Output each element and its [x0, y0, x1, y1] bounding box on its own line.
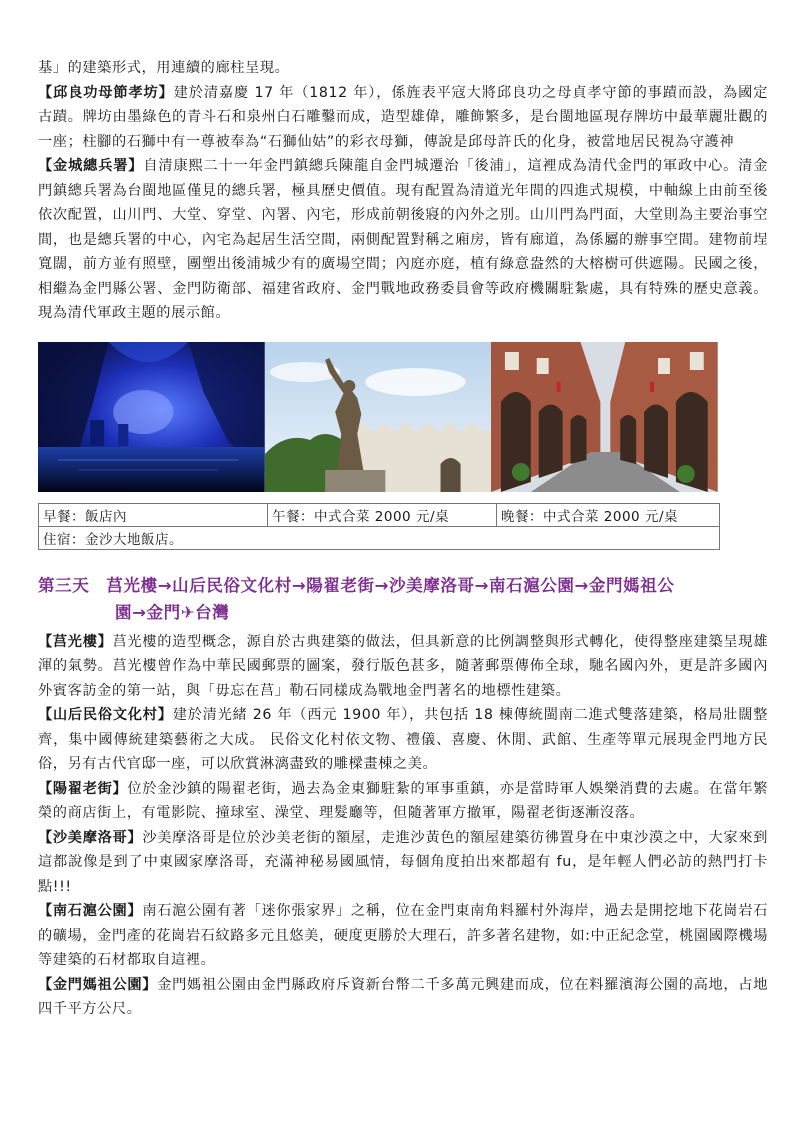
section-heading: 【沙美摩洛哥】: [38, 829, 143, 846]
dinner-cell: 晚餐：中式合菜 2000 元/桌: [497, 503, 720, 526]
photo-strip: [38, 342, 718, 492]
section-yangzhai-old-street: [38, 777, 768, 826]
section-juguang-tower: [38, 630, 768, 704]
section-kinmen-mazu-park: [38, 973, 768, 1022]
intro-continuation: 基」的建築形式，用連續的廊柱呈現。: [38, 60, 290, 76]
section-body: 沙美摩洛哥是位於沙美老街的額屋，走進沙黃色的額屋建築彷彿置身在中東沙漠之中，大家來到這都說像是到了中東國家摩洛哥，充滿神秘易國風情，每個角度拍出來都超有 fu，是年輕人們必訪的熱門打卡點!!!: [38, 829, 769, 895]
day-three-itinerary: [38, 630, 768, 1022]
section-body: 南石滬公園有著「迷你張家界」之稱，位在金門東南角料羅村外海岸，過去是開挖地下花崗岩石的礦場，金門產的花崗岩石紋路多元且悠美，硬度更勝於大理石，許多著名建物，如:中正紀念堂，桃園國際機場等建築的石材都取自這裡。: [38, 903, 769, 968]
day-three-title-line1: 第三天 莒光樓→山后民俗文化村→陽翟老街→沙美摩洛哥→南石滬公園→金門媽祖公: [38, 575, 675, 595]
day-three-title: [38, 572, 768, 626]
soldier-statue-photo: [265, 342, 492, 492]
meal-row: [39, 503, 720, 526]
section-heading: 【莒光樓】: [38, 633, 113, 650]
section-heading: 【南石滬公園】: [38, 903, 143, 919]
section-body: 位於金沙鎮的陽翟老街，過去為金東獅駐紮的軍事重鎮，亦是當時軍人娛樂消費的去處。在當年繁榮的商店街上，有電影院、撞球室、澡堂、理髮廳等，但隨著軍方撤軍，陽翟老街逐漸沒落。: [38, 780, 768, 821]
lodging-row: [39, 526, 720, 549]
section-shanhou-folk-village: [38, 703, 768, 777]
document-page: [38, 56, 768, 1022]
day-three-title-line2: 園→金門✈台灣: [115, 602, 230, 622]
old-street-arcade-photo: [491, 342, 718, 492]
section-heading: 【金門媽祖公園】: [38, 976, 158, 993]
section-qiu-liang-gong-arch: [38, 81, 768, 155]
section-shamei-morocco: [38, 826, 768, 900]
section-heading: 【山后民俗文化村】: [38, 707, 173, 723]
section-body: 建於清光緒 26 年（西元 1900 年），共包括 18 棟傳統閩南二進式雙落建築，格局壯闊整齊，集中國傳統建築藝術之大成。 民俗文化村依文物、禮儀、喜慶、休閒、武館、生產等單元展現金門地方民俗，另有古代官邸一座，可以欣賞淋漓盡致的雕樑畫棟之美。: [38, 707, 768, 772]
blue-tunnel-photo: [38, 342, 265, 492]
section-heading: 【陽翟老街】: [38, 780, 128, 797]
breakfast-cell: 早餐：飯店內: [39, 503, 268, 526]
lodging-cell: 住宿：金沙大地飯店。: [39, 526, 720, 549]
section-body: 金門媽祖公園由金門縣政府斥資新台幣二千多萬元興建而成，位在料羅濱海公園的高地，占地四千平方公尺。: [38, 976, 768, 1017]
section-nanshihu-park: [38, 899, 768, 973]
section-jincheng-garrison: [38, 154, 768, 326]
section-heading: 【金城總兵署】: [38, 158, 144, 174]
section-body: 莒光樓的造型概念，源自於古典建築的做法，但具新意的比例調整與形式轉化，使得整座建築呈現雄渾的氣勢。莒光樓曾作為中華民國郵票的圖案，發行版色甚多，隨著郵票傳佈全球，馳名國內外，更是許多國內外賓客訪金的第一站，與「毋忘在莒」勒石同樣成為戰地金門著名的地標性建築。: [38, 633, 768, 699]
section-heading: 【邱良功母節孝坊】: [38, 84, 174, 101]
section-body: 建於清嘉慶 17 年（1812 年），係旌表平寇大將邱良功之母貞孝守節的事蹟而設，為國定古蹟。牌坊由墨綠色的青斗石和泉州白石雕鑿而成，造型雄偉，雕飾繁多，是台閩地區現存牌坊中最華麗壯觀的一座；柱腳的石獅中有一尊被奉為“石獅仙姑”的彩衣母獅，傳說是邱母許氏的化身，被當地居民視為守護神: [38, 84, 768, 150]
lunch-cell: 午餐：中式合菜 2000 元/桌: [268, 503, 497, 526]
meal-table: [38, 503, 720, 550]
section-body: 自清康熙二十一年金門鎮總兵陳龍自金門城遷治「後浦」，這裡成為清代金門的軍政中心。清金門鎮總兵署為台閩地區僅見的總兵署，極具歷史價值。現有配置為清道光年間的四進式規模，中軸線上由前至後依次配置，山川門、大堂、穿堂、內署、內宅，形成前朝後寢的內外之別。山川門為門面，大堂則為主要治事空間，也是總兵署的中心，內宅為起居生活空間，兩側配置對稱之廂房，皆有廊道，為係屬的辦事空間。建物前埕寬闊，前方並有照壁，團塑出後浦城少有的廣場空間；內庭亦庭，植有綠意盎然的大榕樹可供遮陽。民國之後，相繼為金門縣公署、金門防衛部、福建省政府、金門戰地政務委員會等政府機關駐紮處，具有特殊的歷史意義。現為清代軍政主題的展示館。: [38, 158, 768, 321]
